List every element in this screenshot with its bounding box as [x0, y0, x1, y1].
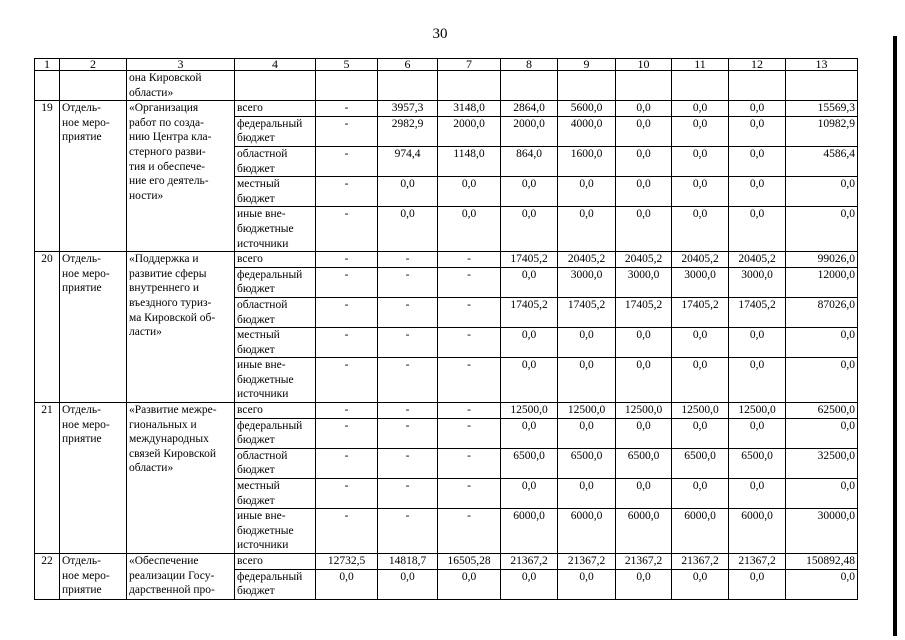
measure-name-line: «Развитие межре-: [129, 404, 217, 417]
measure-type-cell: [60, 101, 127, 252]
value-cell: 20405,2: [672, 252, 729, 268]
measure-name-line: ние его деятель-: [129, 175, 209, 188]
funding-source-cell: [235, 509, 316, 554]
value-cell: 17405,2: [501, 297, 558, 327]
value-cell: 0,0: [501, 418, 558, 448]
value-cell: 3000,0: [558, 267, 616, 297]
empty-cell: [786, 71, 858, 101]
value-cell: 0,0: [729, 569, 786, 599]
value-cell: 0,0: [672, 479, 729, 509]
table-row: [35, 403, 858, 419]
row-number-cell: [35, 554, 60, 600]
measure-type-line: Отдель-: [62, 555, 101, 567]
value-cell: 0,0: [616, 116, 672, 146]
value-cell: -: [378, 509, 438, 554]
value-cell: 0,0: [558, 418, 616, 448]
funding-source-line: иные вне-: [237, 359, 286, 372]
value-cell: 0,0: [501, 358, 558, 403]
value-cell: 17405,2: [501, 252, 558, 268]
funding-source-cell: [235, 328, 316, 358]
funding-source-line: источники: [237, 237, 289, 250]
measure-name-line: ма Кировской об-: [129, 311, 216, 324]
measure-type-cell: [60, 403, 127, 554]
value-cell: -: [438, 448, 501, 478]
column-header: 5: [316, 59, 378, 71]
funding-source-line: федеральный: [237, 268, 303, 281]
funding-source-line: бюджет: [237, 132, 275, 145]
value-cell: -: [316, 418, 378, 448]
funding-source-line: бюджет: [237, 313, 275, 326]
value-cell: 0,0: [501, 177, 558, 207]
funding-source-line: местный: [237, 480, 280, 493]
funding-source-line: бюджет: [237, 434, 275, 447]
value-cell: -: [438, 328, 501, 358]
measure-name-line: ласти»: [129, 326, 162, 339]
measure-name-line: «Обеспечение: [129, 555, 199, 567]
value-cell: 12500,0: [616, 403, 672, 419]
total-value-cell: 10982,9: [786, 116, 858, 146]
value-cell: 6500,0: [672, 448, 729, 478]
value-cell: 3000,0: [729, 267, 786, 297]
value-cell: 0,0: [438, 207, 501, 252]
funding-source-line: иные вне-: [237, 208, 286, 221]
value-cell: 3000,0: [672, 267, 729, 297]
continuation-row: [35, 71, 858, 101]
value-cell: 0,0: [616, 479, 672, 509]
value-cell: 0,0: [378, 569, 438, 599]
value-cell: 21367,2: [729, 554, 786, 570]
funding-source-line: бюджет: [237, 283, 275, 296]
table-row: [35, 252, 858, 268]
value-cell: -: [316, 177, 378, 207]
value-cell: -: [438, 252, 501, 268]
measure-name-line: международных: [129, 433, 209, 446]
value-cell: 0,0: [672, 207, 729, 252]
value-cell: -: [316, 403, 378, 419]
page-number: 30: [432, 26, 448, 42]
measure-name-line: «Поддержка и: [129, 253, 199, 266]
measure-type-line: ное меро-: [62, 569, 110, 582]
total-value-cell: 0,0: [786, 207, 858, 252]
row-number: 22: [41, 555, 53, 567]
value-cell: -: [438, 403, 501, 419]
row-number-cell: [35, 403, 60, 554]
value-cell: 1600,0: [558, 146, 616, 176]
value-cell: 21367,2: [672, 554, 729, 570]
value-cell: 0,0: [729, 177, 786, 207]
empty-cell: [378, 71, 438, 101]
value-cell: 0,0: [616, 101, 672, 117]
empty-cell: [616, 71, 672, 101]
value-cell: 21367,2: [558, 554, 616, 570]
value-cell: 20405,2: [616, 252, 672, 268]
measure-type-line: приятие: [62, 282, 102, 295]
measure-name-line: стерного разви-: [129, 145, 206, 158]
total-value-cell: 32500,0: [786, 448, 858, 478]
column-header: 1: [35, 59, 60, 71]
measure-name-line: реализации Госу-: [129, 569, 215, 582]
value-cell: -: [438, 479, 501, 509]
value-cell: -: [378, 267, 438, 297]
value-cell: 0,0: [729, 328, 786, 358]
value-cell: 12500,0: [501, 403, 558, 419]
column-header: 9: [558, 59, 616, 71]
budget-table-body: [35, 59, 858, 600]
value-cell: -: [316, 509, 378, 554]
measure-type-cell: [60, 554, 127, 600]
measure-name-line: ности»: [129, 189, 164, 202]
value-cell: 12732,5: [316, 554, 378, 570]
value-cell: 2864,0: [501, 101, 558, 117]
value-cell: 6500,0: [729, 448, 786, 478]
value-cell: -: [378, 358, 438, 403]
value-cell: 2000,0: [501, 116, 558, 146]
column-header: 13: [786, 59, 858, 71]
measure-name-line: она Кировской: [129, 72, 202, 84]
value-cell: 17405,2: [729, 297, 786, 327]
funding-source-cell: [235, 146, 316, 176]
empty-cell: [35, 71, 60, 101]
total-value-cell: 0,0: [786, 479, 858, 509]
measure-name-line: «Организация: [129, 102, 199, 115]
funding-source-cell: [235, 252, 316, 268]
empty-cell: [316, 71, 378, 101]
column-header: 7: [438, 59, 501, 71]
value-cell: 0,0: [501, 267, 558, 297]
value-cell: -: [438, 509, 501, 554]
funding-source-cell: [235, 116, 316, 146]
measure-name-line: гиональных и: [129, 418, 197, 431]
column-header: 10: [616, 59, 672, 71]
value-cell: 6500,0: [501, 448, 558, 478]
column-header: 12: [729, 59, 786, 71]
measure-name-cell: [127, 101, 235, 252]
funding-source-line: областной: [237, 298, 288, 311]
funding-source-line: федеральный: [237, 117, 303, 130]
measure-name-line: въездного туриз-: [129, 296, 212, 309]
empty-cell: [60, 71, 127, 101]
empty-cell: [235, 71, 316, 101]
column-header: 4: [235, 59, 316, 71]
value-cell: 1148,0: [438, 146, 501, 176]
value-cell: 0,0: [616, 328, 672, 358]
value-cell: -: [316, 207, 378, 252]
value-cell: 0,0: [378, 177, 438, 207]
value-cell: 0,0: [672, 328, 729, 358]
value-cell: -: [438, 297, 501, 327]
total-value-cell: 62500,0: [786, 403, 858, 419]
measure-name-cell: [127, 403, 235, 554]
value-cell: 0,0: [616, 418, 672, 448]
table-row: [35, 554, 858, 570]
value-cell: 0,0: [672, 101, 729, 117]
value-cell: 0,0: [729, 101, 786, 117]
value-cell: 21367,2: [501, 554, 558, 570]
value-cell: 17405,2: [616, 297, 672, 327]
funding-source-cell: [235, 479, 316, 509]
value-cell: 17405,2: [672, 297, 729, 327]
value-cell: -: [378, 297, 438, 327]
measure-name-line: области»: [129, 462, 174, 475]
value-cell: 864,0: [501, 146, 558, 176]
total-value-cell: 12000,0: [786, 267, 858, 297]
value-cell: 0,0: [616, 177, 672, 207]
measure-type-line: Отдель-: [62, 404, 101, 417]
value-cell: 0,0: [729, 479, 786, 509]
value-cell: 0,0: [501, 479, 558, 509]
value-cell: 0,0: [438, 177, 501, 207]
funding-source-line: бюджет: [237, 162, 275, 175]
value-cell: 4000,0: [558, 116, 616, 146]
empty-cell: [672, 71, 729, 101]
funding-source-line: бюджет: [237, 464, 275, 477]
value-cell: 6000,0: [729, 509, 786, 554]
measure-name-cell: [127, 71, 235, 101]
funding-source-line: местный: [237, 329, 280, 342]
value-cell: -: [378, 403, 438, 419]
measure-type-cell: [60, 252, 127, 403]
funding-source-line: всего: [237, 404, 263, 417]
value-cell: -: [438, 358, 501, 403]
row-number: 19: [41, 102, 53, 115]
value-cell: 2000,0: [438, 116, 501, 146]
value-cell: 0,0: [558, 207, 616, 252]
funding-source-cell: [235, 207, 316, 252]
row-number-cell: [35, 101, 60, 252]
value-cell: 0,0: [558, 358, 616, 403]
value-cell: 0,0: [558, 569, 616, 599]
value-cell: -: [378, 418, 438, 448]
row-number: 20: [41, 253, 53, 266]
value-cell: 12500,0: [672, 403, 729, 419]
total-value-cell: 0,0: [786, 418, 858, 448]
value-cell: 6000,0: [558, 509, 616, 554]
funding-source-cell: [235, 358, 316, 403]
value-cell: 0,0: [558, 479, 616, 509]
value-cell: 0,0: [378, 207, 438, 252]
funding-source-line: бюджетные: [237, 373, 294, 386]
value-cell: 5600,0: [558, 101, 616, 117]
measure-name-line: дарственной про-: [129, 584, 215, 597]
value-cell: 6500,0: [558, 448, 616, 478]
measure-name-line: области»: [129, 86, 174, 99]
total-value-cell: 15569,3: [786, 101, 858, 117]
budget-table: [34, 58, 858, 600]
measure-type-line: ное меро-: [62, 418, 110, 431]
header-row: [35, 59, 858, 71]
value-cell: -: [316, 448, 378, 478]
value-cell: -: [316, 101, 378, 117]
funding-source-line: областной: [237, 147, 288, 160]
funding-source-line: бюджет: [237, 192, 275, 205]
funding-source-line: иные вне-: [237, 510, 286, 523]
funding-source-cell: [235, 177, 316, 207]
measure-name-line: тия и обеспече-: [129, 160, 206, 173]
measure-name-cell: [127, 252, 235, 403]
column-header: 11: [672, 59, 729, 71]
column-header: 8: [501, 59, 558, 71]
value-cell: 6000,0: [616, 509, 672, 554]
value-cell: 0,0: [672, 116, 729, 146]
value-cell: 0,0: [438, 569, 501, 599]
value-cell: -: [316, 297, 378, 327]
value-cell: 12500,0: [558, 403, 616, 419]
value-cell: 0,0: [729, 146, 786, 176]
page-edge-bar: [893, 36, 897, 636]
value-cell: 17405,2: [558, 297, 616, 327]
value-cell: 0,0: [501, 207, 558, 252]
funding-source-line: всего: [237, 555, 263, 567]
value-cell: -: [378, 479, 438, 509]
value-cell: 0,0: [672, 177, 729, 207]
value-cell: 0,0: [729, 358, 786, 403]
empty-cell: [438, 71, 501, 101]
value-cell: 14818,7: [378, 554, 438, 570]
measure-type-line: Отдель-: [62, 102, 101, 115]
funding-source-cell: [235, 554, 316, 570]
funding-source-line: местный: [237, 178, 280, 191]
measure-name-cell: [127, 554, 235, 600]
value-cell: 6500,0: [616, 448, 672, 478]
value-cell: 0,0: [316, 569, 378, 599]
value-cell: 0,0: [672, 358, 729, 403]
value-cell: 3000,0: [616, 267, 672, 297]
funding-source-cell: [235, 297, 316, 327]
funding-source-line: источники: [237, 388, 289, 401]
funding-source-cell: [235, 403, 316, 419]
value-cell: 0,0: [672, 418, 729, 448]
value-cell: -: [316, 146, 378, 176]
value-cell: -: [316, 116, 378, 146]
total-value-cell: 0,0: [786, 328, 858, 358]
value-cell: -: [316, 267, 378, 297]
value-cell: 0,0: [729, 418, 786, 448]
funding-source-line: всего: [237, 102, 263, 115]
row-number: 21: [41, 404, 53, 417]
measure-type-line: Отдель-: [62, 253, 101, 266]
value-cell: 6000,0: [501, 509, 558, 554]
measure-type-line: ное меро-: [62, 267, 110, 280]
funding-source-cell: [235, 569, 316, 599]
measure-name-line: внутреннего и: [129, 282, 199, 295]
row-number-cell: [35, 252, 60, 403]
value-cell: 0,0: [672, 146, 729, 176]
empty-cell: [729, 71, 786, 101]
value-cell: 0,0: [501, 328, 558, 358]
value-cell: 20405,2: [558, 252, 616, 268]
funding-source-cell: [235, 448, 316, 478]
total-value-cell: 0,0: [786, 358, 858, 403]
funding-source-line: бюджетные: [237, 524, 294, 537]
value-cell: 0,0: [729, 207, 786, 252]
value-cell: 974,4: [378, 146, 438, 176]
funding-source-line: бюджет: [237, 343, 275, 356]
measure-type-line: приятие: [62, 584, 102, 597]
measure-name-line: развитие сферы: [129, 267, 207, 280]
value-cell: 16505,28: [438, 554, 501, 570]
value-cell: -: [316, 358, 378, 403]
total-value-cell: 30000,0: [786, 509, 858, 554]
total-value-cell: 0,0: [786, 177, 858, 207]
column-header: 6: [378, 59, 438, 71]
funding-source-line: федеральный: [237, 419, 303, 432]
value-cell: -: [378, 252, 438, 268]
value-cell: 21367,2: [616, 554, 672, 570]
value-cell: 3148,0: [438, 101, 501, 117]
value-cell: 0,0: [616, 207, 672, 252]
measure-name-line: связей Кировской: [129, 447, 217, 460]
value-cell: 0,0: [616, 146, 672, 176]
column-header: 2: [60, 59, 127, 71]
column-header: 3: [127, 59, 235, 71]
value-cell: 2982,9: [378, 116, 438, 146]
value-cell: 0,0: [616, 358, 672, 403]
value-cell: -: [438, 267, 501, 297]
total-value-cell: 150892,48: [786, 554, 858, 570]
funding-source-cell: [235, 101, 316, 117]
value-cell: -: [316, 479, 378, 509]
funding-source-line: бюджетные: [237, 222, 294, 235]
measure-type-line: приятие: [62, 433, 102, 446]
empty-cell: [501, 71, 558, 101]
empty-cell: [558, 71, 616, 101]
value-cell: 0,0: [616, 569, 672, 599]
funding-source-line: всего: [237, 253, 263, 266]
value-cell: -: [316, 328, 378, 358]
measure-name-line: работ по созда-: [129, 116, 204, 129]
value-cell: -: [438, 418, 501, 448]
funding-source-line: областной: [237, 449, 288, 462]
value-cell: 6000,0: [672, 509, 729, 554]
total-value-cell: 4586,4: [786, 146, 858, 176]
table-row: [35, 101, 858, 117]
total-value-cell: 87026,0: [786, 297, 858, 327]
value-cell: -: [378, 328, 438, 358]
value-cell: -: [316, 252, 378, 268]
funding-source-line: федеральный: [237, 570, 303, 583]
value-cell: 20405,2: [729, 252, 786, 268]
value-cell: 0,0: [729, 116, 786, 146]
value-cell: 12500,0: [729, 403, 786, 419]
total-value-cell: 99026,0: [786, 252, 858, 268]
measure-type-line: ное меро-: [62, 116, 110, 129]
value-cell: 0,0: [558, 328, 616, 358]
funding-source-cell: [235, 267, 316, 297]
funding-source-line: источники: [237, 539, 289, 552]
value-cell: 0,0: [558, 177, 616, 207]
value-cell: 0,0: [672, 569, 729, 599]
funding-source-line: бюджет: [237, 494, 275, 507]
value-cell: -: [378, 448, 438, 478]
funding-source-line: бюджет: [237, 585, 275, 598]
measure-type-line: приятие: [62, 131, 102, 144]
value-cell: 3957,3: [378, 101, 438, 117]
measure-name-line: нию Центра кла-: [129, 131, 212, 144]
value-cell: 0,0: [501, 569, 558, 599]
total-value-cell: 0,0: [786, 569, 858, 599]
funding-source-cell: [235, 418, 316, 448]
